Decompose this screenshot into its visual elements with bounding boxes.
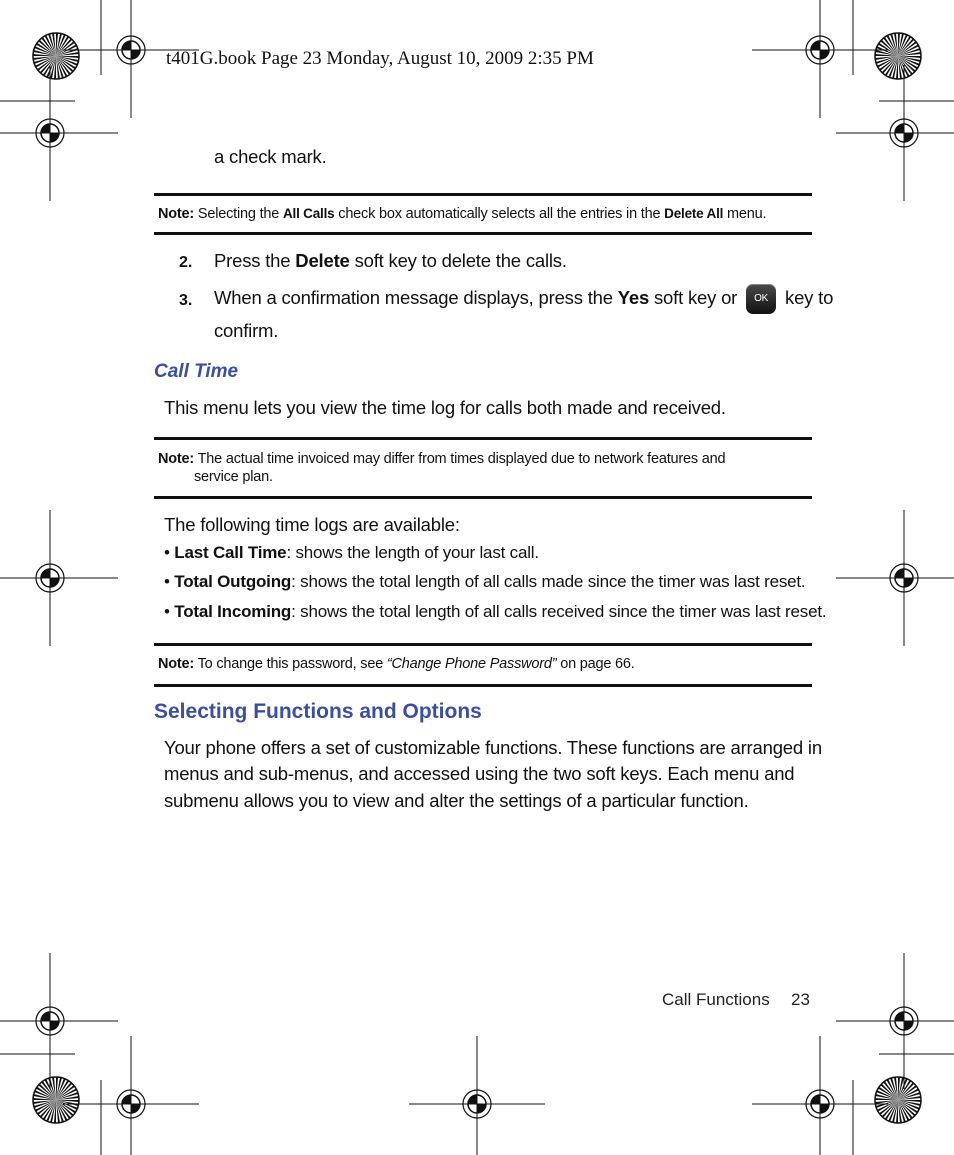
note-text: Selecting the xyxy=(194,206,283,222)
selecting-line: submenu allows you to view and alter the settings of a particular function. xyxy=(164,790,749,811)
registration-target-icon xyxy=(836,953,954,1089)
starburst-mark-icon xyxy=(33,1077,79,1123)
note-label: Note: xyxy=(158,451,195,467)
step-text-pre: Press the xyxy=(214,250,296,271)
note-label: Note: xyxy=(158,656,195,672)
selecting-line: menus and sub-menus, and accessed using the two soft keys. Each menu and xyxy=(164,763,795,784)
starburst-mark-icon xyxy=(875,33,921,79)
print-header: t401G.book Page 23 Monday, August 10, 2009 2:35 PM xyxy=(166,48,594,69)
change-password-link[interactable]: “Change Phone Password” xyxy=(386,656,557,672)
call-time-heading: Call Time xyxy=(154,361,239,382)
registration-target-icon xyxy=(0,65,118,201)
note-label: Note: xyxy=(158,206,195,222)
selecting-line: Your phone offers a set of customizable functions. These functions are arranged in xyxy=(164,737,822,758)
registration-target-icon xyxy=(0,953,118,1089)
note-password xyxy=(154,643,812,687)
list-item xyxy=(164,602,826,622)
registration-target-icon xyxy=(752,0,888,118)
starburst-mark-icon xyxy=(33,33,79,79)
note-text-line2: service plan. xyxy=(194,469,273,485)
note-all-calls xyxy=(154,193,812,235)
bullet-mark: • xyxy=(164,572,175,591)
note-bold-all-calls: All Calls xyxy=(282,206,335,221)
note-text: To change this password, see xyxy=(194,656,387,672)
call-time-intro: This menu lets you view the time log for calls both made and received. xyxy=(164,397,726,418)
intro-fragment: a check mark. xyxy=(214,146,327,167)
registration-target-icon xyxy=(63,1036,199,1155)
footer-section: Call Functions xyxy=(662,990,770,1009)
step-number: 2. xyxy=(179,254,193,271)
ok-key-icon: OK xyxy=(746,284,776,314)
logs-intro: The following time logs are available: xyxy=(164,514,460,535)
list-item xyxy=(164,572,805,592)
bullet-term: Total Outgoing xyxy=(174,572,292,591)
step-number: 3. xyxy=(179,292,193,309)
starburst-mark-icon xyxy=(875,1077,921,1123)
step-yes-key: Yes xyxy=(617,286,650,308)
step-delete-key: Delete xyxy=(295,250,350,271)
bullet-mark: • xyxy=(164,602,175,621)
step-text xyxy=(214,284,833,314)
note-text: The actual time invoiced may differ from times displayed due to network features and xyxy=(194,451,726,467)
bullet-mark: • xyxy=(164,543,175,562)
bullet-term: Last Call Time xyxy=(174,543,287,562)
registration-target-icon xyxy=(752,1036,888,1155)
selecting-heading: Selecting Functions and Options xyxy=(154,700,482,723)
registration-target-icon xyxy=(0,510,118,646)
step-text-pre: When a confirmation message displays, press the xyxy=(214,286,618,308)
page-number: 23 xyxy=(791,990,810,1009)
bullet-desc: : shows the total length of all calls made since the timer was last reset. xyxy=(291,572,806,591)
step-text-post: soft key to delete the calls. xyxy=(349,250,567,271)
note-text: menu. xyxy=(723,206,767,222)
step-text-post2: key to xyxy=(780,286,834,308)
step-text-line2: confirm. xyxy=(214,320,279,341)
registration-target-icon xyxy=(409,1036,545,1155)
bullet-term: Total Incoming xyxy=(174,602,292,621)
registration-target-icon xyxy=(836,65,954,201)
list-item xyxy=(164,543,539,563)
bullet-desc: : shows the length of your last call. xyxy=(286,543,539,562)
registration-target-icon xyxy=(836,510,954,646)
note-text: on page 66. xyxy=(556,656,635,672)
step-text-post: soft key or xyxy=(649,286,738,308)
note-invoice xyxy=(154,437,812,499)
note-text: check box automatically selects all the entries in the xyxy=(334,206,665,222)
note-bold-delete-all: Delete All xyxy=(664,206,724,221)
bullet-desc: : shows the total length of all calls received since the timer was last reset. xyxy=(291,602,827,621)
step-text xyxy=(214,250,567,272)
